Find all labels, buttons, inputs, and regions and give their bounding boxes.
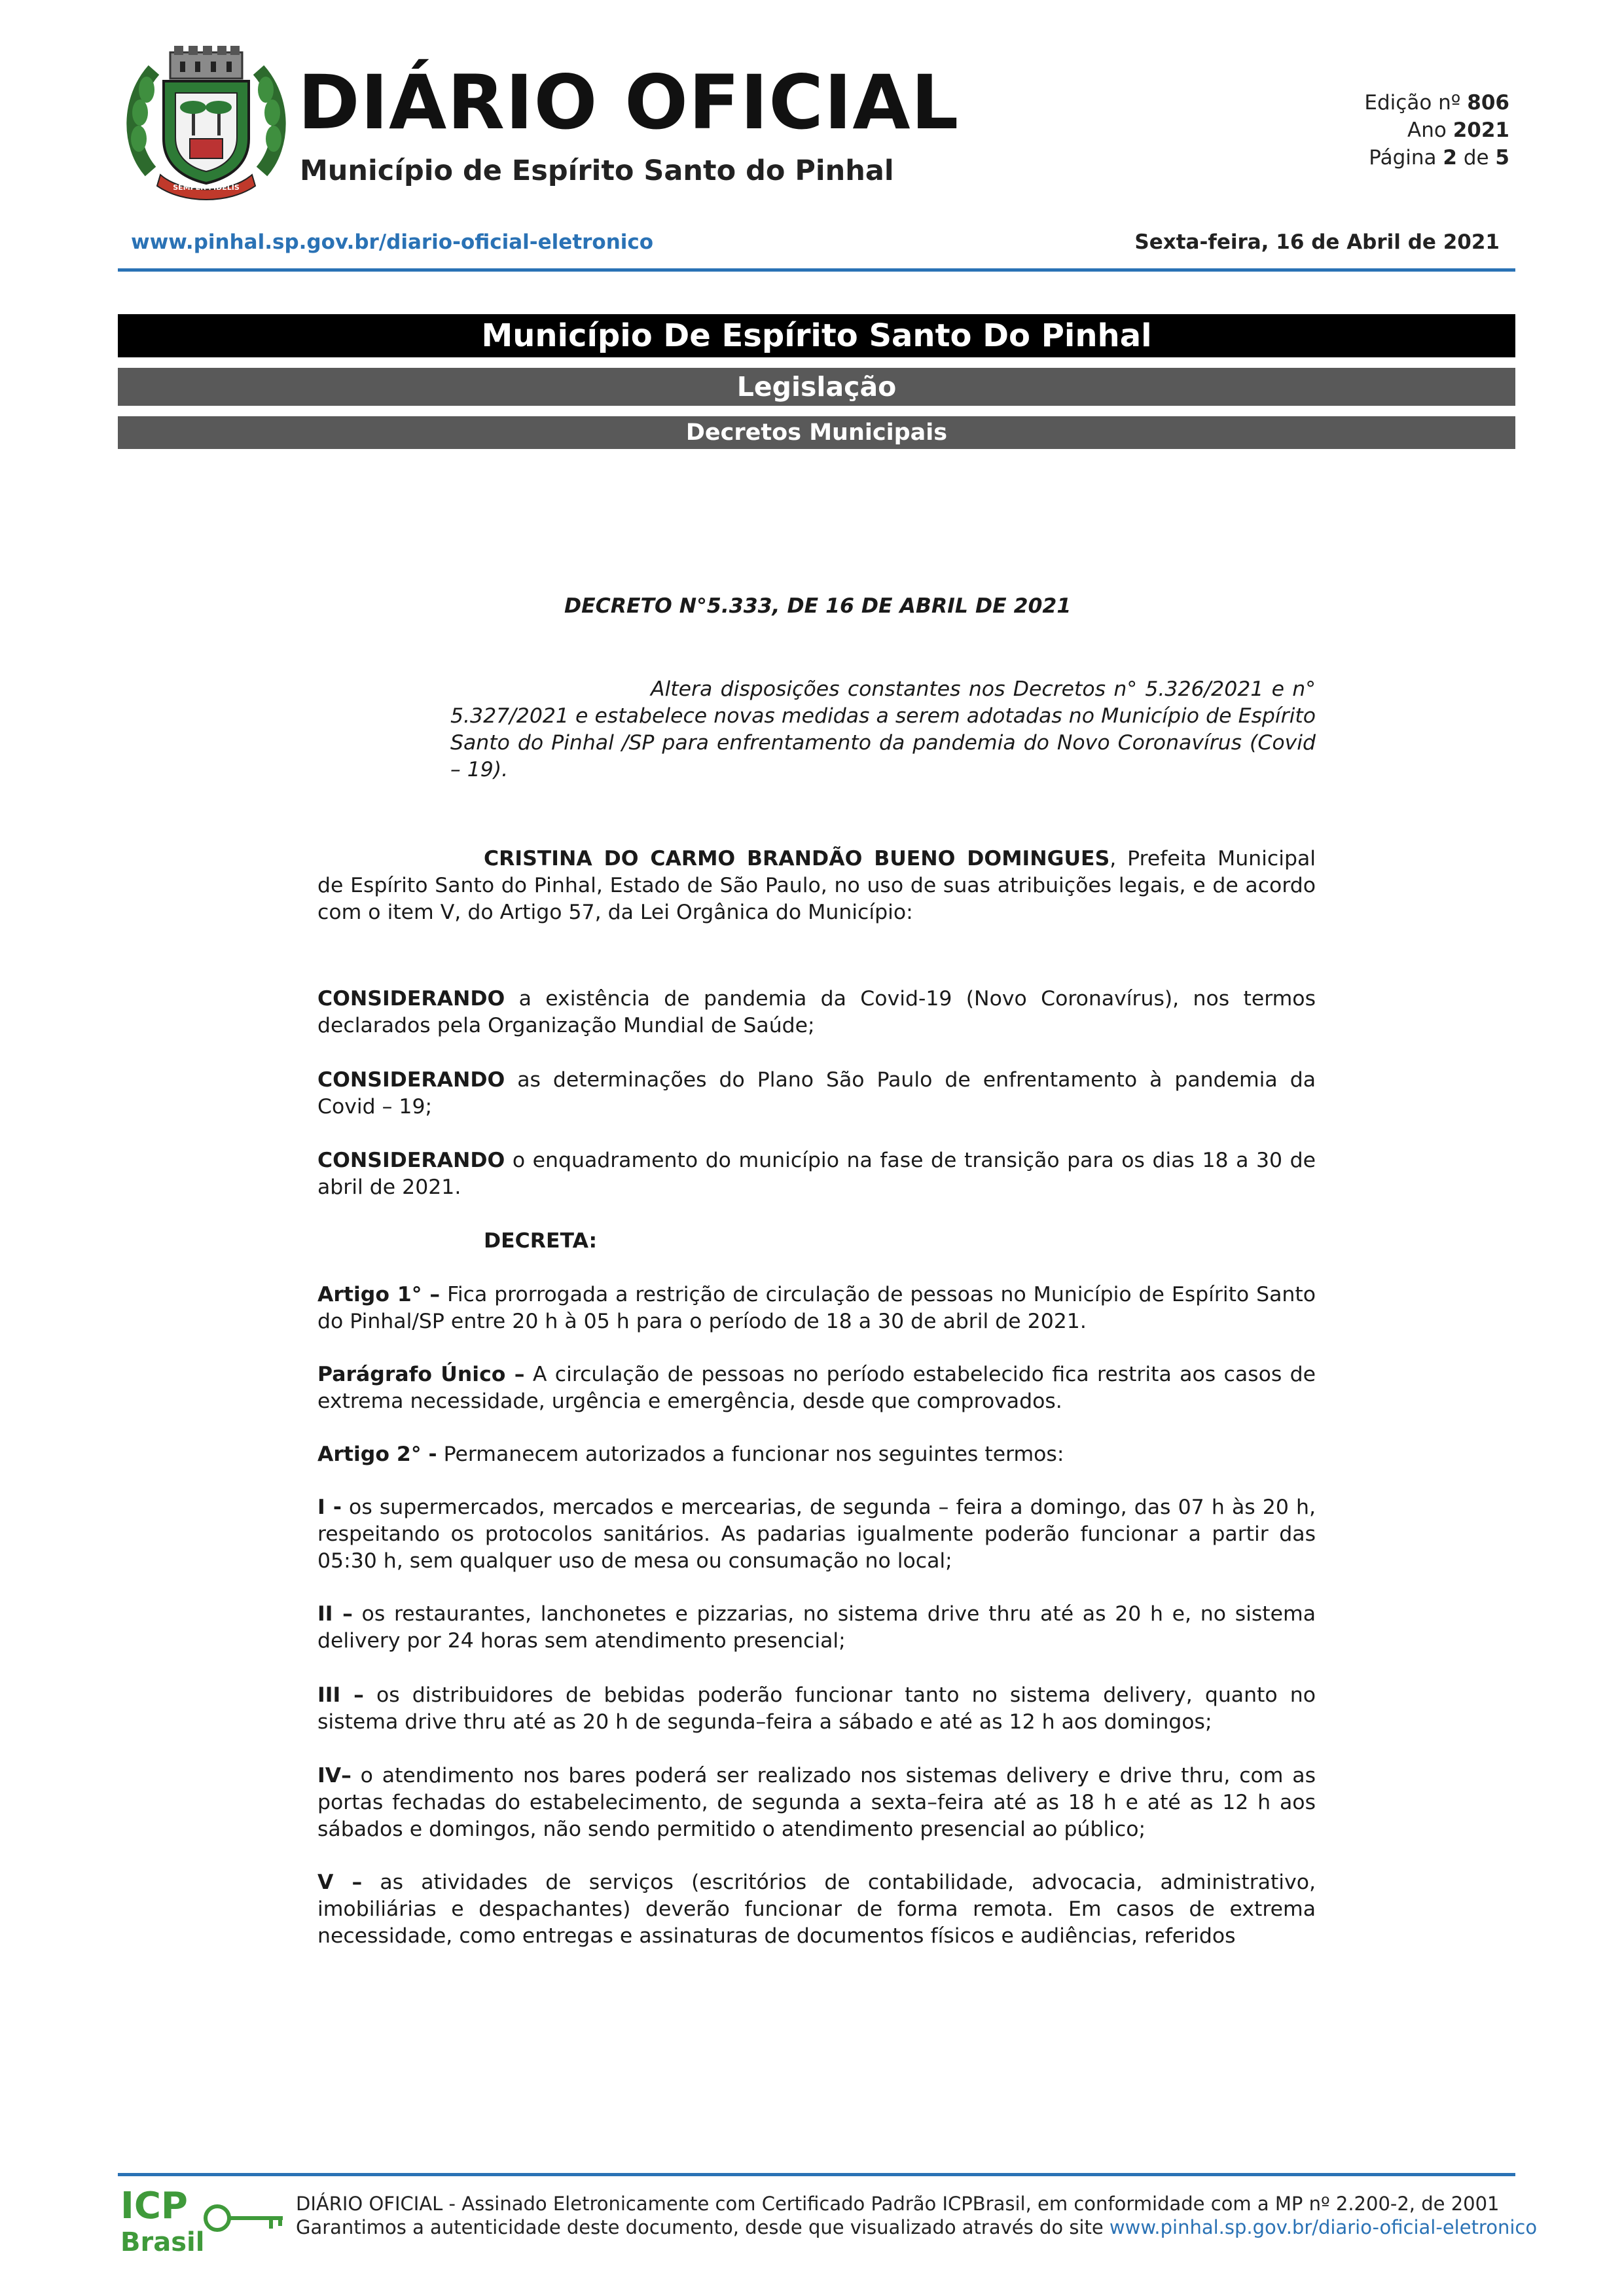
- item-v: V – as atividades de serviços (escritórios de contabilidade, advocacia, administrativo, imobiliárias e despachantes) deverão funcionar de forma remota. Em casos de extrema necessidade, como entregas e assinaturas de documentos físicos e audiências, referidos: [317, 1871, 1316, 1948]
- edition-info: Edição nº 806 Ano 2021 Página 2 de 5: [1364, 91, 1509, 170]
- section-subcategory-bar: Decretos Municipais: [118, 416, 1515, 449]
- edition-number: 806: [1467, 91, 1509, 115]
- footer-site-link[interactable]: www.pinhal.sp.gov.br/diario-oficial-eletronico: [1109, 2216, 1538, 2238]
- publication-date: Sexta-feira, 16 de Abril de 2021: [1134, 230, 1500, 254]
- newspaper-title: DIÁRIO OFICIAL: [298, 59, 960, 146]
- decreta-heading: DECRETA:: [484, 1229, 598, 1253]
- section-category-bar: Legislação: [118, 368, 1515, 406]
- article-2: Artigo 2° - Permanecem autorizados a funcionar nos seguintes termos:: [317, 1443, 1064, 1466]
- item-ii: II – os restaurantes, lanchonetes e pizzarias, no sistema drive thru até as 20 h e, no sistema delivery por 24 horas sem atendimento presencial;: [317, 1602, 1316, 1653]
- preamble: CRISTINA DO CARMO BRANDÃO BUENO DOMINGUES, Prefeita Municipal de Espírito Santo do Pinhal, Estado de São Paulo, no uso de suas atribuições legais, e de acordo com o item V, do Artigo 57, da Lei Orgânica do Município:: [317, 847, 1316, 924]
- edition-year: 2021: [1453, 118, 1509, 142]
- footer-divider: [118, 2173, 1515, 2176]
- article-1: Artigo 1° – Fica prorrogada a restrição de circulação de pessoas no Município de Espírito Santo do Pinhal/SP entre 20 h à 05 h para o período de 18 a 30 de abril de 2021.: [317, 1283, 1316, 1333]
- decree-ementa: Altera disposições constantes nos Decretos n° 5.326/2021 e n° 5.327/2021 e estabelece novas medidas a serem adotadas no Município de Espírito Santo do Pinhal /SP para enfrentamento da pandemia do Novo Coronavírus (Covid – 19).: [450, 677, 1316, 781]
- key-icon: [206, 2206, 283, 2230]
- decree-title: DECRETO N°5.333, DE 16 DE ABRIL DE 2021: [564, 594, 1072, 618]
- considerando-2: CONSIDERANDO as determinações do Plano São Paulo de enfrentamento à pandemia da Covid – 19;: [317, 1068, 1316, 1119]
- page-current: 2: [1443, 146, 1457, 170]
- item-i: I - os supermercados, mercados e mercearias, de segunda – feira a domingo, das 07 h às 20 h, respeitando os protocolos sanitários. As padarias igualmente poderão funcionar a partir das 05:30 h, sem qualquer uso de mesa ou consumação no local;: [317, 1496, 1316, 1573]
- sole-paragraph: Parágrafo Único – A circulação de pessoas no período estabelecido fica restrita aos casos de extrema necessidade, urgência e emergência, desde que comprovados.: [317, 1363, 1316, 1413]
- item-iv: IV– o atendimento nos bares poderá ser realizado nos sistemas delivery e drive thru, com as portas fechadas do estabelecimento, de segunda a sexta–feira até as 18 h e até as 12 h aos sábados e domingos, não sendo permitido o atendimento presencial ao público;: [317, 1764, 1316, 1841]
- icp-logo-top-text: ICP: [120, 2185, 188, 2227]
- header-divider: [118, 268, 1515, 272]
- icp-logo-bottom-text: Brasil: [120, 2227, 205, 2255]
- section-entity-bar: Município De Espírito Santo Do Pinhal: [118, 314, 1515, 357]
- footer-signature-notice: DIÁRIO OFICIAL - Assinado Eletronicamente com Certificado Padrão ICPBrasil, em conformidade com a MP nº 2.200-2, de 2001: [296, 2193, 1500, 2215]
- considerando-3: CONSIDERANDO o enquadramento do município na fase de transição para os dias 18 a 30 de abril de 2021.: [317, 1149, 1316, 1199]
- item-iii: III – os distribuidores de bebidas poderão funcionar tanto no sistema delivery, quanto no sistema drive thru até as 20 h de segunda–feira a sábado e até as 12 h aos domingos;: [317, 1683, 1316, 1734]
- icp-brasil-logo: [119, 2184, 289, 2255]
- mayor-name: CRISTINA DO CARMO BRANDÃO BUENO DOMINGUES: [484, 847, 1110, 870]
- municipality-subtitle: Município de Espírito Santo do Pinhal: [300, 154, 894, 187]
- page-total: 5: [1495, 146, 1509, 170]
- footer-authenticity-notice: Garantimos a autenticidade deste documento, desde que visualizado através do site www.pinhal.sp.gov.br/diario-oficial-eletronico: [296, 2216, 1538, 2238]
- site-link[interactable]: www.pinhal.sp.gov.br/diario-oficial-eletronico: [131, 230, 654, 254]
- municipal-coat-of-arms-logo: [124, 41, 288, 204]
- seal-motto: SEMPER FIDELIS: [173, 183, 240, 192]
- considerando-1: CONSIDERANDO a existência de pandemia da Covid-19 (Novo Coronavírus), nos termos declarados pela Organização Mundial de Saúde;: [317, 987, 1316, 1037]
